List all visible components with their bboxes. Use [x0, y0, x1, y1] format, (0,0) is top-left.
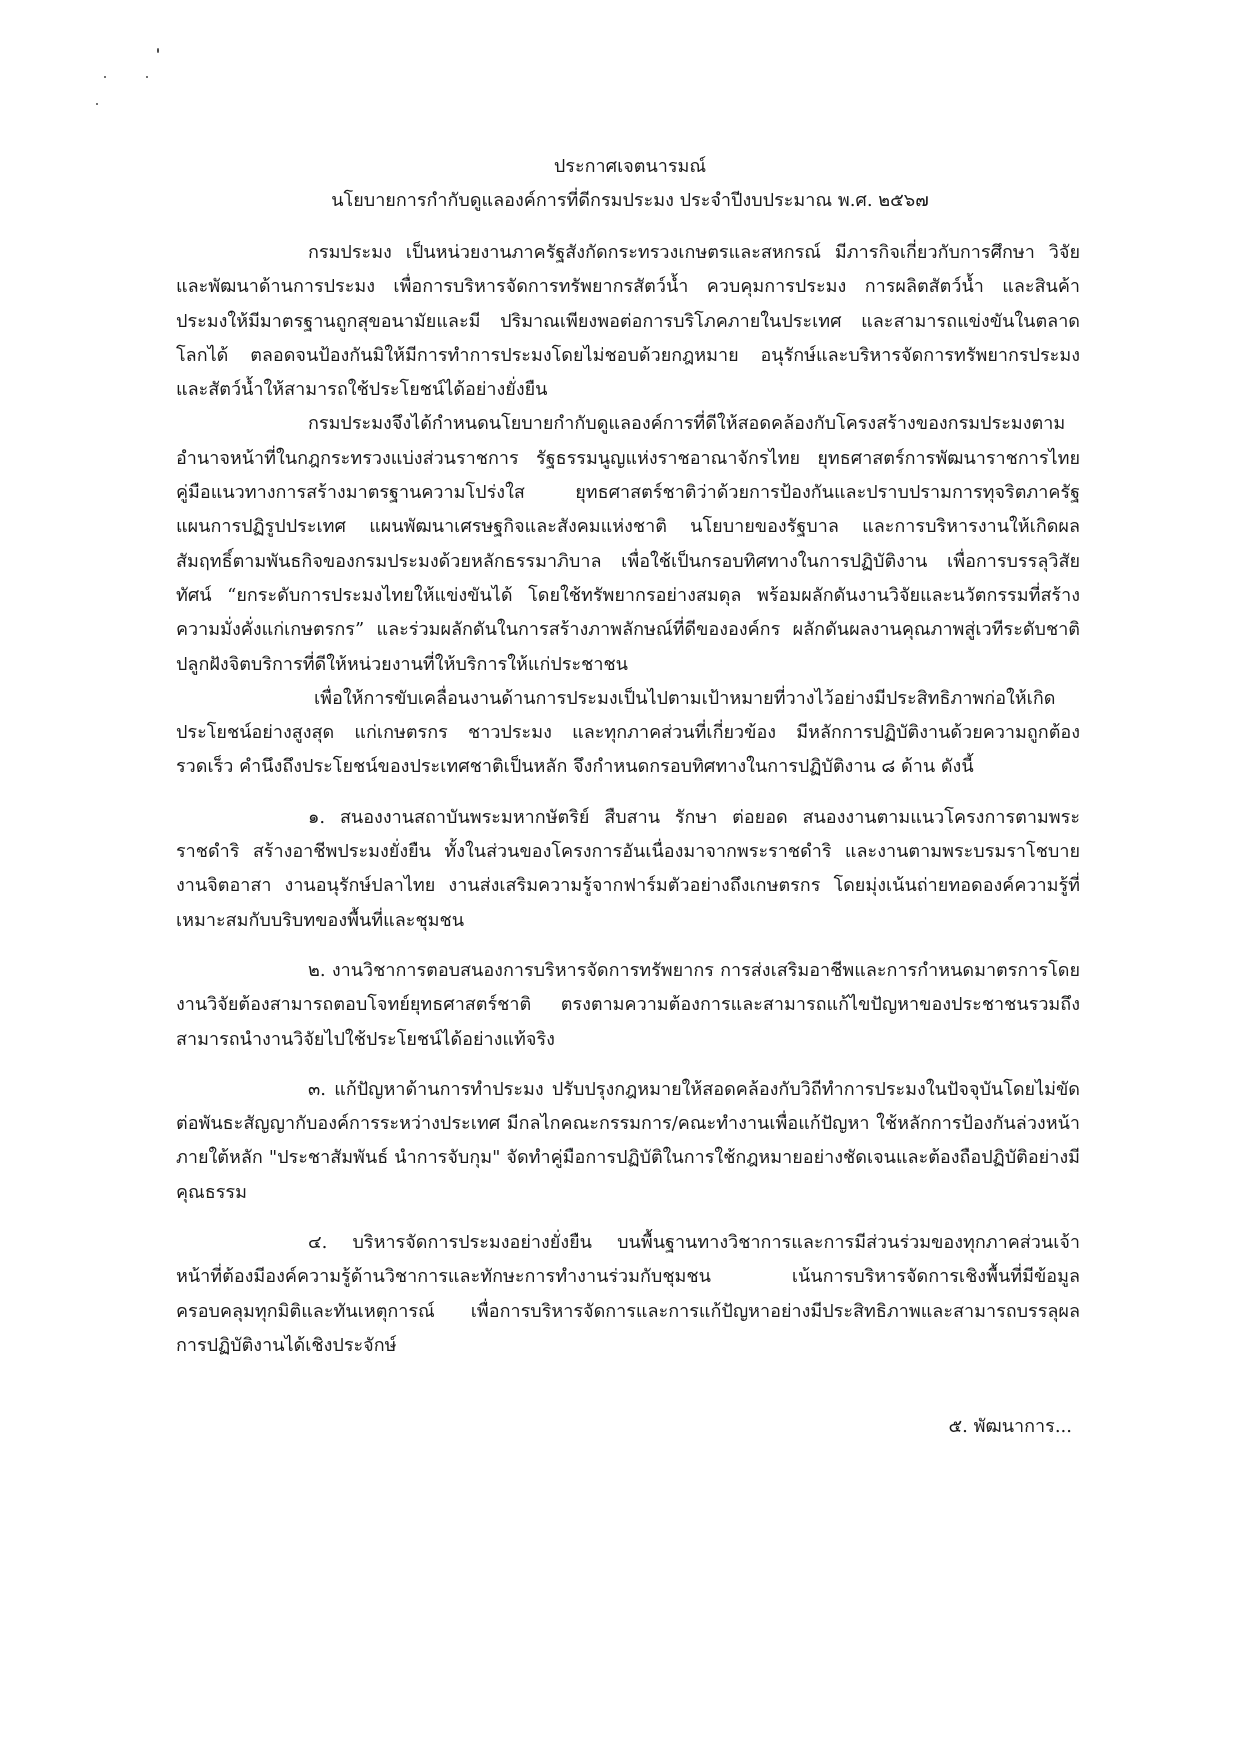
scan-speck	[157, 48, 159, 53]
paragraph-intro: กรมประมง เป็นหน่วยงานภาครัฐสังกัดกระทรวงเกษตรและสหกรณ์ มีภารกิจเกี่ยวกับการศึกษา วิจัย และพัฒนาด้านการประมง เพื่อการบริหารจัดการทรัพยากรสัตว์น้ำ ควบคุมการประมง การผลิตสัตว์น้ำ และสินค้าประมงให้มีมาตรฐานถูกสุขอนามัยและมี ปริมาณเพียงพอต่อการบริโภคภายในประเทศ และสามารถแข่งขันในตลาดโลกได้ ตลอดจนป้องกันมิให้มีการทำการประมงโดยไม่ชอบด้วยกฎหมาย อนุรักษ์และบริหารจัดการทรัพยากรประมงและสัตว์น้ำให้สามารถใช้ประโยชน์ได้อย่างยั่งยืน	[176, 242, 1080, 401]
policy-item-1: ๑. สนองงานสถาบันพระมหากษัตริย์ สืบสาน รักษา ต่อยอด สนองงานตามแนวโครงการตามพระราชดำริ สร้างอาชีพประมงยั่งยืน ทั้งในส่วนของโครงการอันเนื่องมาจากพระราชดำริ และงานตามพระบรมราโชบาย งานจิตอาสา งานอนุรักษ์ปลาไทย งานส่งเสริมความรู้จากฟาร์มตัวอย่างถึงเกษตรกร โดยมุ่งเน้นถ่ายทอดองค์ความรู้ที่เหมาะสมกับบริบทของพื้นที่และชุมชน	[176, 806, 1080, 931]
title-line-2: นโยบายการกำกับดูแลองค์การที่ดีกรมประมง ประจำปีงบประมาณ พ.ศ. ๒๕๖๗	[331, 190, 929, 211]
scan-speck	[96, 103, 98, 105]
title-line-1: ประกาศเจตนารมณ์	[553, 156, 707, 177]
policy-item-3: ๓. แก้ปัญหาด้านการทำประมง ปรับปรุงกฎหมายให้สอดคล้องกับวิถีทำการประมงในปัจจุบันโดยไม่ขัดต่อพันธะสัญญากับองค์การระหว่างประเทศ มีกลไกคณะกรรมการ/คณะทำงานเพื่อแก้ปัญหา ใช้หลักการป้องกันล่วงหน้า ภายใต้หลัก "ประชาสัมพันธ์ นำการจับกุม" จัดทำคู่มือการปฏิบัติในการใช้กฎหมายอย่างชัดเจนและต้องถือปฏิบัติอย่างมีคุณธรรม	[176, 1078, 1080, 1203]
paragraph-framework: เพื่อให้การขับเคลื่อนงานด้านการประมงเป็นไปตามเป้าหมายที่วางไว้อย่างมีประสิทธิภาพก่อให้เกิดประโยชน์อย่างสูงสุด แก่เกษตรกร ชาวประมง และทุกภาคส่วนที่เกี่ยวข้อง มีหลักการปฏิบัติงานด้วยความถูกต้อง รวดเร็ว คำนึงถึงประโยชน์ของประเทศชาติเป็นหลัก จึงกำหนดกรอบทิศทางในการปฏิบัติงาน ๘ ด้าน ดังนี้	[176, 687, 1080, 778]
page-continuation: ๕. พัฒนาการ...	[948, 1416, 1072, 1437]
paragraph-policy: กรมประมงจึงได้กำหนดนโยบายกำกับดูแลองค์การที่ดีให้สอดคล้องกับโครงสร้างของกรมประมงตามอำนาจหน้าที่ในกฎกระทรวงแบ่งส่วนราชการ รัฐธรรมนูญแห่งราชอาณาจักรไทย ยุทธศาสตร์การพัฒนาราชการไทย คู่มือแนวทางการสร้างมาตรฐานความโปร่งใส ยุทธศาสตร์ชาติว่าด้วยการป้องกันและปราบปรามการทุจริตภาครัฐ แผนการปฏิรูปประเทศ แผนพัฒนาเศรษฐกิจและสังคมแห่งชาติ นโยบายของรัฐบาล และการบริหารงานให้เกิดผลสัมฤทธิ์ตามพันธกิจของกรมประมงด้วยหลักธรรมาภิบาล เพื่อใช้เป็นกรอบทิศทางในการปฏิบัติงาน เพื่อการบรรลุวิสัยทัศน์ “ยกระดับการประมงไทยให้แข่งขันได้ โดยใช้ทรัพยากรอย่างสมดุล พร้อมผลักดันงานวิจัยและนวัตกรรมที่สร้างความมั่งคั่งแก่เกษตรกร” และร่วมผลักดันในการสร้างภาพลักษณ์ที่ดีขององค์กร ผลักดันผลงานคุณภาพสู่เวทีระดับชาติ ปลูกฝังจิตบริการที่ดีให้หน่วยงานที่ให้บริการให้แก่ประชาชน	[176, 413, 1080, 675]
policy-item-4: ๔. บริหารจัดการประมงอย่างยั่งยืน บนพื้นฐานทางวิชาการและการมีส่วนร่วมของทุกภาคส่วนเจ้าหน้าที่ต้องมีองค์ความรู้ด้านวิชาการและทักษะการทำงานร่วมกับชุมชน เน้นการบริหารจัดการเชิงพื้นที่มีข้อมูลครอบคลุมทุกมิติและทันเหตุการณ์ เพื่อการบริหารจัดการและการแก้ปัญหาอย่างมีประสิทธิภาพและสามารถบรรลุผลการปฏิบัติงานได้เชิงประจักษ์	[176, 1232, 1080, 1356]
scan-speck	[104, 76, 106, 78]
scan-speck	[146, 76, 148, 78]
document-title	[180, 150, 1080, 218]
policy-item-2: ๒. งานวิชาการตอบสนองการบริหารจัดการทรัพยากร การส่งเสริมอาชีพและการกำหนดมาตรการโดยงานวิจัยต้องสามารถตอบโจทย์ยุทธศาสตร์ชาติ ตรงตามความต้องการและสามารถแก้ไขปัญหาของประชาชนรวมถึงสามารถนำงานวิจัยไปใช้ประโยชน์ได้อย่างแท้จริง	[176, 959, 1080, 1050]
document-body	[176, 236, 1080, 1363]
